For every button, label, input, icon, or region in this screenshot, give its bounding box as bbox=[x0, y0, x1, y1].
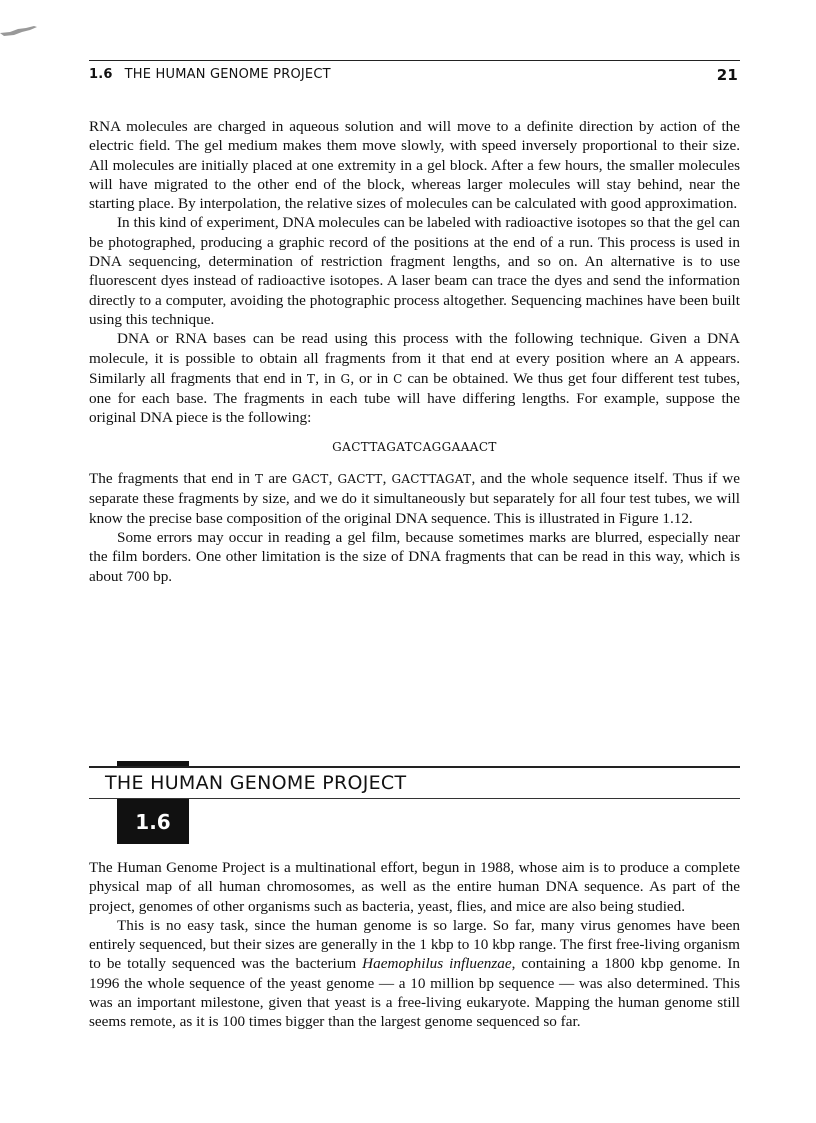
base-t-fragment: T bbox=[255, 472, 264, 487]
section-number-box: 1.6 bbox=[117, 799, 189, 844]
section-title: THE HUMAN GENOME PROJECT bbox=[105, 772, 407, 794]
base-g: G bbox=[340, 371, 351, 386]
base-a: A bbox=[674, 351, 684, 366]
paragraph-fragments: The fragments that end in T are GACT, GACTT, GACTTAGAT, and the whole sequence itself. Thus if we separate these fragments by size, and we do it simultaneously but separately for all four test tubes, we will know the precise base composition of the original DNA sequence. This is illustrated in Figure 1.12. bbox=[89, 470, 741, 527]
base-c: C bbox=[393, 371, 403, 386]
section-top-rule bbox=[89, 766, 740, 768]
base-t: T bbox=[306, 371, 316, 386]
running-head-section-number: 1.6 bbox=[89, 67, 113, 82]
running-head bbox=[89, 60, 740, 85]
running-head-title: THE HUMAN GENOME PROJECT bbox=[124, 67, 331, 82]
paragraph-hgp-progress: This is no easy task, since the human genome is so large. So far, many virus genomes have been entirely sequenced, but their sizes are generally in the 1 kbp to 10 kbp range. The first free-living organism to be totally sequenced was the bacterium Haemophilus influenzae, containing a 1800 kbp genome. In 1996 the whole sequence of the yeast genome — a 10 million bp sequence — was also determined. This was an important milestone, given that yeast is a free-living eukaryote. Mapping the human genome still seems remote, as it is 100 times bigger than the largest genome sequenced so far. bbox=[89, 916, 740, 1031]
species-name: Haemophilus influenzae bbox=[362, 955, 512, 973]
fragment-2: GACTT bbox=[337, 472, 383, 487]
paragraph-base-reading: DNA or RNA bases can be read using this process with the following technique. Given a DNA molecule, it is possible to obtain all fragments from it that end at every position where an A appears. Similarly all fragments that end in T, in G, or in C can be obtained. We thus get four different test tubes, one for each base. The fragments in each tube will have differing lengths. For example, suppose the original DNA piece is the following: bbox=[89, 330, 740, 427]
dna-sequence-display: GACTTAGATCAGGAAACT bbox=[332, 439, 497, 454]
paragraph-hgp-intro: The Human Genome Project is a multinational effort, begun in 1988, whose aim is to produce a complete physical map of all human chromosomes, as well as the entire human DNA sequence. As part of the project, genomes of other organisms such as bacteria, yeast, flies, and mice are also being studied. bbox=[89, 859, 740, 915]
fragment-1: GACT bbox=[291, 472, 329, 487]
fragment-3: GACTTAGAT bbox=[391, 472, 472, 487]
upper-body-text bbox=[89, 117, 740, 586]
section-heading bbox=[89, 761, 740, 845]
paragraph-errors: Some errors may occur in reading a gel film, because sometimes marks are blurred, especially near the film borders. One other limitation is the size of DNA fragments that can be read in this way, which is about 700 bp. bbox=[89, 528, 740, 585]
scan-artifact-mark bbox=[0, 24, 38, 38]
page-number: 21 bbox=[716, 66, 738, 84]
paragraph-gel-electrophoresis: RNA molecules are charged in aqueous solution and will move to a definite direction by action of the electric field. The gel medium makes them move slowly, with speed inversely proportional to their size. All molecules are initially placed at one extremity in a gel block. After a few hours, the smaller molecules will have migrated to the other end of the block, whereas larger molecules will stay behind, near the starting place. By interpolation, the relative sizes of molecules can be calculated with good approximation. bbox=[89, 118, 740, 213]
paragraph-radioactive-labeling: In this kind of experiment, DNA molecules can be labeled with radioactive isotopes so that the gel can be photographed, producing a graphic record of the positions at the end of a run. This process is used in DNA sequencing, determination of restriction fragment lengths, and so on. An alternative is to use fluorescent dyes instead of radioactive isotopes. A laser beam can trace the dyes and send the information directly to a computer, avoiding the photographic process altogether. Sequencing machines have been built using this technique. bbox=[89, 214, 740, 328]
lower-body-text bbox=[89, 858, 740, 1032]
